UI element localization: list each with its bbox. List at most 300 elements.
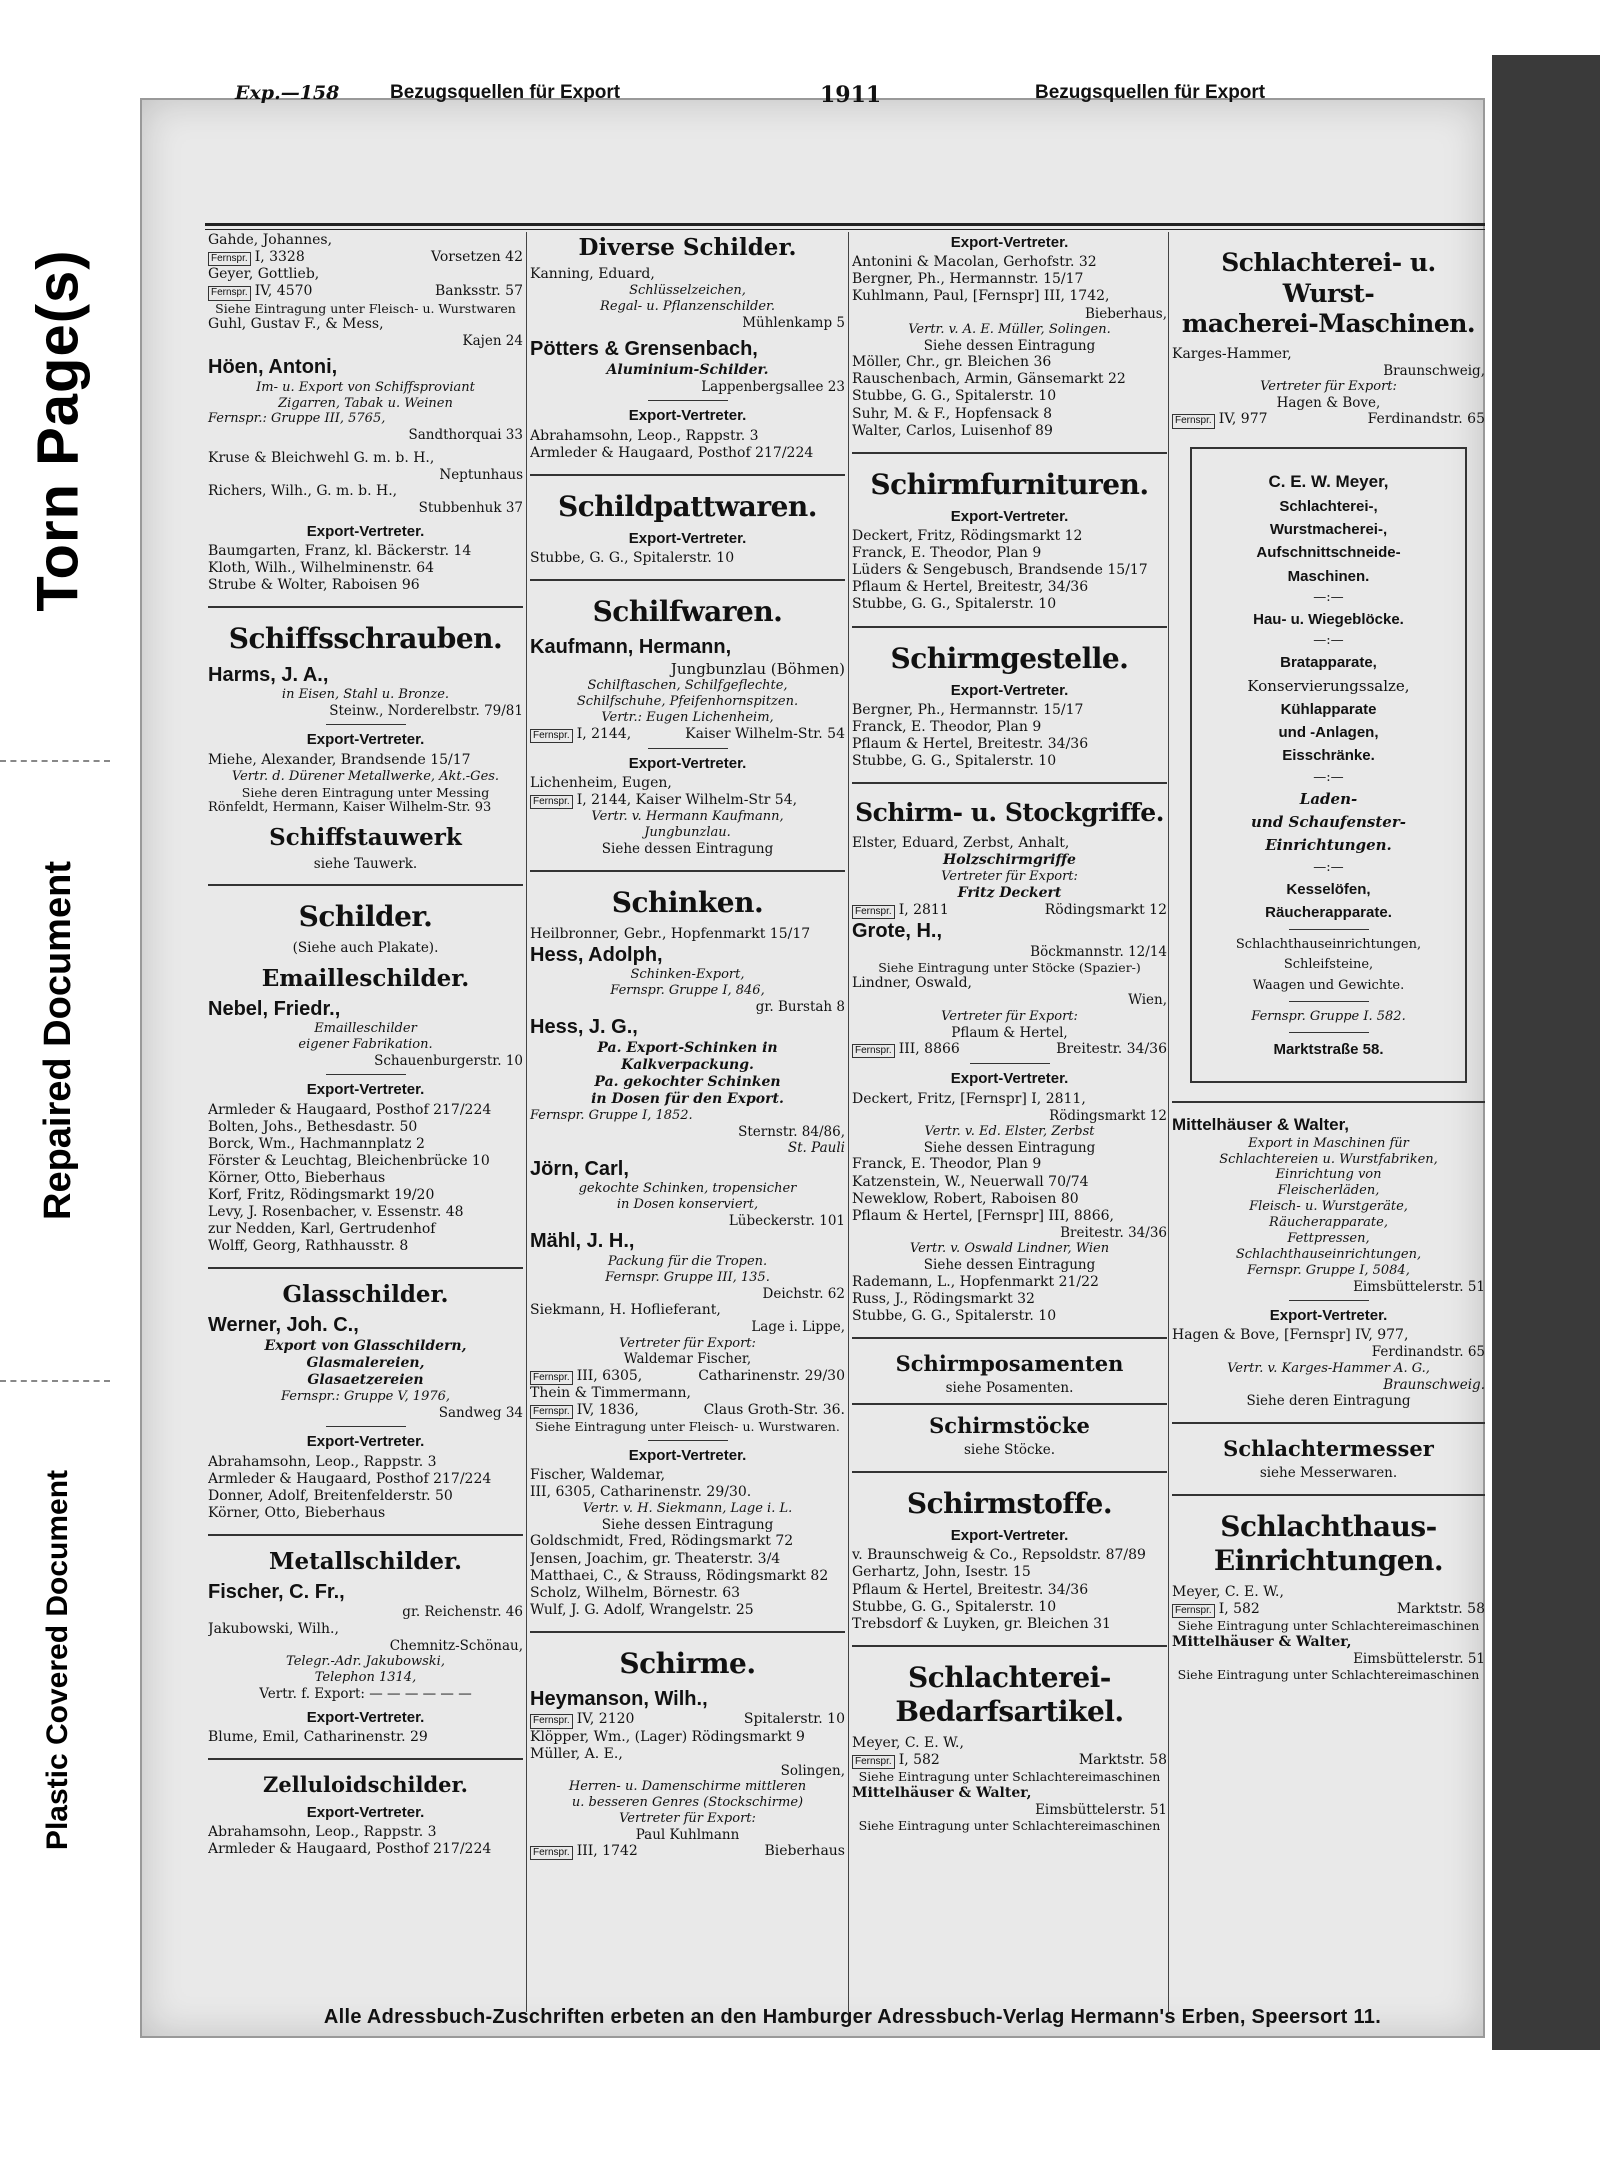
entry-address: Catharinenstr. 29/30 <box>698 1367 845 1384</box>
entry-name-bold: Werner, Joh. C., <box>208 1314 359 1337</box>
ad-line: Maschinen. <box>1287 567 1370 585</box>
entry-desc: in Eisen, Stahl u. Bronze. <box>281 686 450 702</box>
list-item: III, 6305, Catharinenstr. 29/30. <box>530 1484 752 1501</box>
list-item: Pflaum & Hertel, Breitestr. 34/36 <box>852 1581 1089 1598</box>
section-rule <box>530 474 845 476</box>
section-rule <box>1172 1494 1485 1496</box>
entry-address: gr. Burstah 8 <box>755 998 845 1015</box>
entry-address: Chemnitz-Schönau, <box>389 1637 523 1654</box>
entry-line <box>208 283 523 300</box>
entry-line <box>530 792 845 809</box>
entry-desc: Im- u. Export von Schiffsproviant <box>256 379 475 395</box>
phone-icon: Fernspr. <box>530 1714 573 1728</box>
entry-desc: u. besseren Genres (Stockschirme) <box>571 1795 804 1811</box>
section-rule <box>208 606 523 608</box>
entry-note: Siehe Eintragung unter Fleisch- u. Wurstwaren <box>215 300 516 316</box>
ad-title: C. E. W. Meyer, <box>1268 471 1389 491</box>
section-rule <box>530 1631 845 1633</box>
plastic-covered-text: Plastic Covered Document <box>41 1469 74 1851</box>
ad-line: Schleifsteine, <box>1283 957 1374 973</box>
section-title: Emailleschilder. <box>261 964 470 992</box>
entry-name-bold: Pötters & Grensenbach, <box>530 338 758 361</box>
list-item: Vertr. v. A. E. Müller, Solingen. <box>908 322 1111 337</box>
section-title: Schilfwaren. <box>592 595 783 629</box>
phone-icon: Fernspr. <box>208 252 251 266</box>
list-item: Franck, E. Theodor, Plan 9 <box>852 1156 1042 1173</box>
phone-icon: Fernspr. <box>530 1371 573 1385</box>
entry-address: Sandweg 34 <box>438 1404 523 1421</box>
section-rule <box>852 1403 1167 1405</box>
entry-name-bold: Hess, J. G., <box>530 1016 638 1039</box>
entry-address: Lübeckerstr. 101 <box>728 1213 845 1230</box>
entry-desc: Pa. gekochter Schinken <box>594 1073 781 1090</box>
entry-line <box>530 726 845 743</box>
ad-line: Schlachthauseinrichtungen, <box>1235 937 1422 953</box>
section-title: Schirmstöcke <box>929 1412 1090 1438</box>
ad-line: und Schaufenster- <box>1251 813 1406 832</box>
section-rule <box>1172 1101 1485 1103</box>
entry-line <box>530 1711 845 1728</box>
subheading: Export-Vertreter. <box>628 529 747 547</box>
entry-desc: Einrichtung von <box>1275 1167 1382 1183</box>
list-item: Ferdinandstr. 65 <box>1371 1344 1485 1361</box>
entry-desc: Räucherapparate, <box>1269 1215 1388 1231</box>
entry-address: Marktstr. 58 <box>1078 1752 1167 1769</box>
list-item: Armleder & Haugaard, Posthof 217/224 <box>208 1470 492 1487</box>
section-title: Glasschilder. <box>282 1281 449 1309</box>
entry-desc: Schlachtereien u. Wurstfabriken, <box>1219 1151 1438 1167</box>
entry-desc: Vertreter für Export: <box>619 1810 756 1826</box>
entry-phone: Fernspr.: Gruppe III, 5765, <box>208 411 386 427</box>
list-item: Trebsdorf & Luyken, gr. Bleichen 31 <box>852 1615 1111 1632</box>
list-item: Stubbe, G. G., Spitalerstr. 10 <box>852 753 1057 770</box>
entry-address: Ferdinandstr. 65 <box>1367 411 1485 428</box>
phone-icon: Fernspr. <box>530 795 573 809</box>
list-item: Levy, J. Rosenbacher, v. Essenstr. 48 <box>208 1204 464 1221</box>
entry-desc: Kalkverpackung. <box>621 1056 754 1073</box>
list-item: Strube & Wolter, Raboisen 96 <box>208 577 420 594</box>
list-item: Deckert, Fritz, Rödingsmarkt 12 <box>852 528 1083 545</box>
ad-line: Einrichtungen. <box>1265 836 1392 855</box>
entry-line <box>530 1368 845 1385</box>
subheading: Export-Vertreter. <box>306 1803 425 1821</box>
section-rule <box>852 1471 1167 1473</box>
entry-line <box>530 1402 845 1419</box>
list-item: Breitestr. 34/36 <box>1060 1224 1167 1241</box>
column-3 <box>852 232 1167 2007</box>
entry-name: Siekmann, H. Hoflieferant, <box>530 1302 721 1319</box>
phone-icon: Fernspr. <box>530 729 573 743</box>
ad-address: Marktstraße 58. <box>1273 1040 1384 1058</box>
list-item: Stubbe, G. G., Spitalerstr. 10 <box>852 596 1057 613</box>
advertisement-box <box>1190 447 1467 1083</box>
repaired-document-label <box>28 760 88 1320</box>
subheading: Export-Vertreter. <box>950 507 1069 525</box>
list-item: Pflaum & Hertel, [Fernspr] III, 8866, <box>852 1207 1114 1224</box>
list-item: zur Nedden, Karl, Gertrudenhof <box>208 1221 436 1238</box>
entry-desc: Telephon 1314, <box>314 1670 417 1686</box>
section-rule <box>208 1758 523 1760</box>
list-item: Siehe deren Eintragung <box>1246 1393 1411 1410</box>
entry-address: Böckmannstr. 12/14 <box>1030 943 1167 960</box>
list-item: Korf, Fritz, Rödingsmarkt 19/20 <box>208 1187 435 1204</box>
list-item: Wulf, J. G. Adolf, Wrangelstr. 25 <box>530 1601 754 1618</box>
entry-desc: gekochte Schinken, tropensicher <box>578 1181 797 1197</box>
ad-line: Wurstmacherei-, <box>1269 521 1388 539</box>
list-item: Neweklow, Robert, Raboisen 80 <box>852 1190 1079 1207</box>
entry-desc: Aluminium-Schilder. <box>606 361 769 378</box>
entry-desc: Herren- u. Damenschirme mittleren <box>568 1779 807 1795</box>
list-item: Stubbe, G. G., Spitalerstr. 10 <box>852 388 1057 405</box>
page-header <box>95 82 1490 122</box>
entry-name-bold: Harms, J. A., <box>208 663 329 686</box>
subheading: Export-Vertreter. <box>628 754 747 772</box>
entry-desc: Zigarren, Tabak u. Weinen <box>278 395 453 411</box>
list-item: Russ, J., Rödingsmarkt 32 <box>852 1290 1035 1307</box>
list-item: Borck, Wm., Hachmannplatz 2 <box>208 1135 425 1152</box>
section-rule <box>852 626 1167 628</box>
list-item: Siehe dessen Eintragung <box>923 1257 1096 1274</box>
entry-address: Eimsbüttelerstr. 51 <box>1353 1278 1485 1295</box>
entry-address: Eimsbüttelerstr. 51 <box>1353 1650 1485 1667</box>
ad-line: Kühlapparate <box>1280 700 1377 718</box>
section-title: Schildpattwaren. <box>558 489 817 523</box>
subheading: Export-Vertreter. <box>306 1708 425 1726</box>
entry-address: Bieberhaus <box>764 1843 845 1860</box>
entry-address: Breitestr. 34/36 <box>1056 1041 1167 1058</box>
section-title: macherei-Maschinen. <box>1181 309 1476 338</box>
entry-address: Lage i. Lippe, <box>751 1319 845 1336</box>
header-title-right: Bezugsquellen für Export <box>1035 82 1266 103</box>
entry-desc: Pflaum & Hertel, <box>951 1024 1068 1041</box>
entry-address: Sternstr. 84/86, <box>738 1123 845 1140</box>
column-divider <box>848 232 849 2012</box>
list-item: Bolten, Johs., Bethesdastr. 50 <box>208 1118 418 1135</box>
list-item: Lüders & Sengebusch, Brandsende 15/17 <box>852 562 1148 579</box>
entry-name-bold: Höen, Antoni, <box>208 356 338 379</box>
list-item: Matthaei, C., & Strauss, Rödingsmarkt 82 <box>530 1567 829 1584</box>
entry-phone: I, 582 <box>898 1752 940 1769</box>
entry-address: Rödingsmarkt 12 <box>1044 901 1167 918</box>
entry-desc: Vertr.: Eugen Lichenheim, <box>601 709 774 725</box>
list-item: Abrahamsohn, Leop., Rappstr. 3 <box>208 1823 437 1840</box>
entry-desc: Export in Maschinen für <box>1248 1135 1409 1151</box>
section-title: Schirm- u. Stockgriffe. <box>855 798 1164 828</box>
section-title: Schilder. <box>298 900 433 934</box>
ad-line: Bratapparate, <box>1280 654 1377 672</box>
entry-phone: Fernspr. Gruppe III, 135. <box>605 1269 770 1285</box>
list-item: Franck, E. Theodor, Plan 9 <box>852 545 1042 562</box>
entry-desc: Holzschirmgriffe <box>943 851 1076 868</box>
entry-address: Spitalerstr. 10 <box>743 1711 845 1728</box>
entry-name: Jakubowski, Wilh., <box>208 1620 339 1637</box>
entry-desc: Vertr. f. Export: — — — — — — <box>259 1686 472 1703</box>
ad-line: Kesselöfen, <box>1286 880 1371 898</box>
entry-name: Geyer, Gottlieb, <box>208 266 320 283</box>
ad-separator: —:— <box>1313 859 1344 875</box>
entry-name-bold: Kaufmann, Hermann, <box>530 636 732 659</box>
column-divider <box>526 232 527 2012</box>
entry-address: Mühlenkamp 5 <box>742 314 845 331</box>
list-item: Donner, Adolf, Breitenfelderstr. 50 <box>208 1487 453 1504</box>
list-item: v. Braunschweig & Co., Repsoldstr. 87/89 <box>852 1547 1146 1564</box>
header-rule <box>205 223 1485 226</box>
phone-icon: Fernspr. <box>1172 1604 1215 1618</box>
section-title: Schirmstoffe. <box>906 1486 1113 1520</box>
entry-address: St. Pauli <box>787 1140 845 1157</box>
list-item: Antonini & Macolan, Gerhofstr. 32 <box>852 254 1097 271</box>
list-item: Vertr. v. H. Siekmann, Lage i. L. <box>582 1501 793 1517</box>
entry-name-bold: Mittelhäuser & Walter, <box>1172 1115 1349 1135</box>
list-item: Siehe dessen Eintragung <box>923 1139 1096 1156</box>
list-item: Scholz, Wilhelm, Börnestr. 63 <box>530 1584 741 1601</box>
list-item: Walter, Carlos, Luisenhof 89 <box>852 422 1053 439</box>
entry-address: Deichstr. 62 <box>762 1285 845 1302</box>
section-title: Schirmfurnituren. <box>870 467 1149 501</box>
torn-pages-text: Torn Page(s) <box>25 248 91 612</box>
ad-line: Konservierungssalze, <box>1247 676 1410 695</box>
list-item: Jungbunzlau. <box>644 825 731 841</box>
subheading: Export-Vertreter. <box>306 522 425 540</box>
entry-address: Marktstr. 58 <box>1396 1601 1485 1618</box>
list-item: Förster & Leuchtag, Bleichenbrücke 10 <box>208 1152 490 1169</box>
header-title-left: Bezugsquellen für Export <box>390 82 621 103</box>
list-item: Vertr. d. Dürener Metallwerke, Akt.-Ges. <box>231 768 500 784</box>
entry-line <box>1172 1601 1485 1618</box>
section-ref: siehe Stöcke. <box>963 1442 1056 1459</box>
list-item: Lichenheim, Eugen, <box>530 775 672 792</box>
entry-desc: Fleischerläden, <box>1277 1183 1380 1199</box>
entry-line <box>530 1843 845 1860</box>
ad-line: und -Anlagen, <box>1278 724 1379 742</box>
section-rule <box>852 782 1167 784</box>
entry-desc: Glasaetzereien <box>307 1371 424 1388</box>
entry-name-bold: Nebel, Friedr., <box>208 997 341 1020</box>
list-item: Bieberhaus, <box>1085 305 1167 322</box>
column-1 <box>208 232 523 2007</box>
entry-name: Gahde, Johannes, <box>208 232 333 248</box>
list-item: Armleder & Haugaard, Posthof 217/224 <box>208 1840 492 1857</box>
phone-icon: Fernspr. <box>530 1846 573 1860</box>
ad-line: Laden- <box>1299 789 1358 808</box>
entry-address: gr. Reichenstr. 46 <box>402 1604 523 1621</box>
section-title: Schirmposamenten <box>895 1350 1124 1376</box>
section-rule <box>852 1645 1167 1647</box>
entry-desc: Emailleschilder <box>314 1021 417 1037</box>
subheading: Export-Vertreter. <box>950 234 1069 251</box>
phone-icon: Fernspr. <box>852 1044 895 1058</box>
list-item: Pflaum & Hertel, Breitestr, 34/36 <box>852 579 1089 596</box>
entry-address: Eimsbüttelerstr. 51 <box>1035 1801 1167 1818</box>
phone-icon: Fernspr. <box>852 905 895 919</box>
subheading: Export-Vertreter. <box>628 1446 747 1464</box>
ad-line: Eisschränke. <box>1282 747 1375 765</box>
list-item: Körner, Otto, Bieberhaus <box>208 1169 386 1186</box>
ad-separator: —:— <box>1313 769 1344 785</box>
subheading: Export-Vertreter. <box>950 681 1069 699</box>
section-rule <box>208 884 523 886</box>
entry-name-bold: Hess, Adolph, <box>530 943 663 966</box>
short-rule <box>326 1074 406 1075</box>
entry-desc: in Dosen konserviert, <box>616 1197 759 1213</box>
section-rule <box>530 579 845 581</box>
section-rule <box>208 1267 523 1269</box>
section-title: Diverse Schilder. <box>578 234 797 261</box>
entry-note: Siehe Eintragung unter Fleisch- u. Wurstwaren. <box>535 1419 840 1435</box>
entry-note: Siehe Eintragung unter Stöcke (Spazier-) <box>878 959 1141 975</box>
list-item: Stubbe, G. G., Spitalerstr. 10 <box>852 1598 1057 1615</box>
list-item: Siehe dessen Eintragung <box>923 337 1096 354</box>
list-item: Armleder & Haugaard, Posthof 217/224 <box>530 444 814 461</box>
entry-name: Meyer, C. E. W., <box>852 1735 964 1752</box>
section-rule <box>1172 1422 1485 1424</box>
entry-desc: Glasmalereien, <box>306 1354 425 1371</box>
entry-name-bold: Heymanson, Wilh., <box>530 1687 708 1710</box>
list-item: Katzenstein, W., Neuerwall 70/74 <box>852 1173 1089 1190</box>
entry-phone: IV, 977 <box>1218 411 1268 428</box>
entry-desc: Schilfschuhe, Pfeifenhornspitzen. <box>576 693 799 709</box>
entry-address: Vorsetzen 42 <box>431 249 523 266</box>
list-item: Rademann, L., Hopfenmarkt 21/22 <box>852 1273 1099 1290</box>
torn-pages-label <box>25 200 91 660</box>
entry-desc: Waldemar Fischer, <box>623 1351 752 1368</box>
repaired-document-text: Repaired Document <box>36 860 79 1220</box>
entry-phone: I, 3328 <box>254 249 305 266</box>
ad-line: Hau- u. Wiegeblöcke. <box>1253 611 1404 629</box>
short-rule <box>648 400 728 401</box>
list-item: Braunschweig. <box>1383 1376 1485 1393</box>
phone-icon: Fernspr. <box>852 1755 895 1769</box>
list-item: I, 2144, Kaiser Wilhelm-Str 54, <box>576 792 798 809</box>
entry-desc: Fritz Deckert <box>957 884 1062 901</box>
section-rule <box>530 870 845 872</box>
section-title: Schlachthaus- <box>1220 1509 1437 1543</box>
section-title: Schiffsschrauben. <box>228 622 503 656</box>
subheading: Export-Vertreter. <box>1269 1306 1388 1324</box>
list-item: Vertr. v. Ed. Elster, Zerbst <box>924 1124 1095 1140</box>
entry-address: Braunschweig, <box>1383 362 1485 379</box>
list-item: Suhr, M. & F., Hopfensack 8 <box>852 405 1053 422</box>
ad-line: Schlachterei-, <box>1279 497 1378 515</box>
short-rule <box>1289 1032 1369 1033</box>
short-rule <box>648 1440 728 1441</box>
short-rule <box>970 1063 1050 1064</box>
entry-address: Lappenbergsallee 23 <box>701 378 845 395</box>
entry-line <box>852 1041 1167 1058</box>
entry-note: Siehe Eintragung unter Schlachtereimaschinen <box>1177 1618 1480 1634</box>
entry-address: Stubbenhuk 37 <box>418 500 523 517</box>
entry-desc: Paul Kuhlmann <box>635 1826 740 1843</box>
ad-separator: —:— <box>1313 589 1344 605</box>
entry-phone: IV, 4570 <box>254 283 313 300</box>
section-title: Schirme. <box>619 1646 756 1680</box>
entry-phone: Fernspr. Gruppe I, 1852. <box>530 1108 693 1124</box>
entry-name: Müller, A. E., <box>530 1745 623 1762</box>
section-title: Schiffstauwerk <box>269 823 462 851</box>
phone-icon: Fernspr. <box>208 286 251 300</box>
entry-address: Solingen, <box>780 1762 845 1779</box>
list-item: Bergner, Ph., Hermannstr. 15/17 <box>852 702 1084 719</box>
entry-phone: III, 6305, <box>576 1367 643 1384</box>
header-year: 1911 <box>820 82 882 108</box>
subheading: Export-Vertreter. <box>950 1527 1069 1545</box>
subheading: Export-Vertreter. <box>306 1081 425 1099</box>
list-item: Siehe dessen Eintragung <box>601 1516 774 1533</box>
entry-name-bold: Jörn, Carl, <box>530 1157 629 1180</box>
list-item: Rönfeldt, Hermann, Kaiser Wilhelm-Str. 93 <box>208 799 492 815</box>
entry-desc: Hagen & Bove, <box>1276 394 1381 411</box>
section-title: Einrichtungen. <box>1213 1543 1444 1577</box>
entry-name-bold: Mähl, J. H., <box>530 1230 635 1253</box>
section-title: Schlachterei- <box>908 1660 1111 1694</box>
entry-desc: Schlüsselzeichen, <box>629 283 746 299</box>
list-item: Möller, Chr., gr. Bleichen 36 <box>852 354 1052 371</box>
entry-desc: Telegr.-Adr. Jakubowski, <box>286 1654 445 1670</box>
section-ref: (Siehe auch Plakate). <box>292 940 439 957</box>
list-item: Kuhlmann, Paul, [Fernspr] III, 1742, <box>852 288 1110 305</box>
entry-address: Kaiser Wilhelm-Str. 54 <box>685 725 845 742</box>
list-item: Rödingsmarkt 12 <box>1049 1107 1167 1124</box>
list-item: Rauschenbach, Armin, Gänsemarkt 22 <box>852 371 1126 388</box>
entry-phone: Fernspr. Gruppe I, 5084, <box>1247 1262 1410 1278</box>
section-title: Metallschilder. <box>269 1547 462 1575</box>
entry-name: Klöpper, Wm., (Lager) Rödingsmarkt 9 <box>530 1728 805 1745</box>
subheading: Export-Vertreter. <box>306 731 425 749</box>
entry-address: Sandthorquai 33 <box>408 427 523 444</box>
entry-phone: I, 2811 <box>898 901 949 918</box>
entry-name: Kruse & Bleichwehl G. m. b. H., <box>208 449 435 466</box>
entry-name: Mittelhäuser & Walter, <box>1172 1633 1352 1650</box>
section-title: Schinken. <box>611 885 764 919</box>
list-item: Stubbe, G. G., Spitalerstr. 10 <box>530 550 735 567</box>
entry-line <box>852 902 1167 919</box>
subheading: Export-Vertreter. <box>628 407 747 425</box>
list-item: Vertr. v. Oswald Lindner, Wien <box>909 1241 1110 1257</box>
phone-icon: Fernspr. <box>1172 414 1215 428</box>
list-item: Körner, Otto, Bieberhaus <box>208 1504 386 1521</box>
entry-desc: Schilftaschen, Schilfgeflechte, <box>587 678 788 694</box>
entry-address: Claus Groth-Str. 36. <box>703 1402 845 1419</box>
scan-shadow <box>1492 55 1600 2050</box>
page-footer: Alle Adressbuch-Zuschriften erbeten an den Hamburger Adressbuch-Verlag Hermann's Erben, Speersort 11. <box>323 2006 1382 2028</box>
entry-name: Karges-Hammer, <box>1172 345 1292 362</box>
section-ref: siehe Tauwerk. <box>313 855 418 872</box>
subheading: Export-Vertreter. <box>950 1070 1069 1088</box>
list-item: Blume, Emil, Catharinenstr. 29 <box>208 1728 428 1745</box>
entry-address: Banksstr. 57 <box>435 283 523 300</box>
ad-phone: Fernspr. Gruppe I. 582. <box>1251 1008 1406 1024</box>
list-item: Siehe deren Eintragung unter Messing <box>241 784 490 800</box>
entry-phone: Fernspr.: Gruppe V, 1976, <box>280 1389 451 1405</box>
entry-desc: Pa. Export-Schinken in <box>597 1039 778 1056</box>
list-item: Vertr. v. Karges-Hammer A. G., <box>1227 1360 1430 1376</box>
entry-desc: Vertreter für Export: <box>941 868 1078 884</box>
header-rule <box>205 229 1485 230</box>
plastic-covered-label <box>28 1380 88 1940</box>
list-item: Jensen, Joachim, gr. Theaterstr. 3/4 <box>530 1550 781 1567</box>
section-title: Zelluloidschilder. <box>263 1772 468 1797</box>
ad-line: Waagen und Gewichte. <box>1252 977 1405 993</box>
entry-desc: Export von Glasschildern, <box>264 1337 467 1354</box>
entry-line <box>852 1752 1167 1769</box>
entry-name: Lindner, Oswald, <box>852 975 972 992</box>
column-4 <box>1172 232 1485 2007</box>
entry-desc: eigener Fabrikation. <box>298 1037 433 1053</box>
list-item: Pflaum & Hertel, Breitestr. 34/36 <box>852 736 1089 753</box>
section-rule <box>852 1337 1167 1339</box>
entry-address: Steinw., Norderelbstr. 79/81 <box>329 702 523 719</box>
entry-desc: Regal- u. Pflanzenschilder. <box>600 298 775 314</box>
